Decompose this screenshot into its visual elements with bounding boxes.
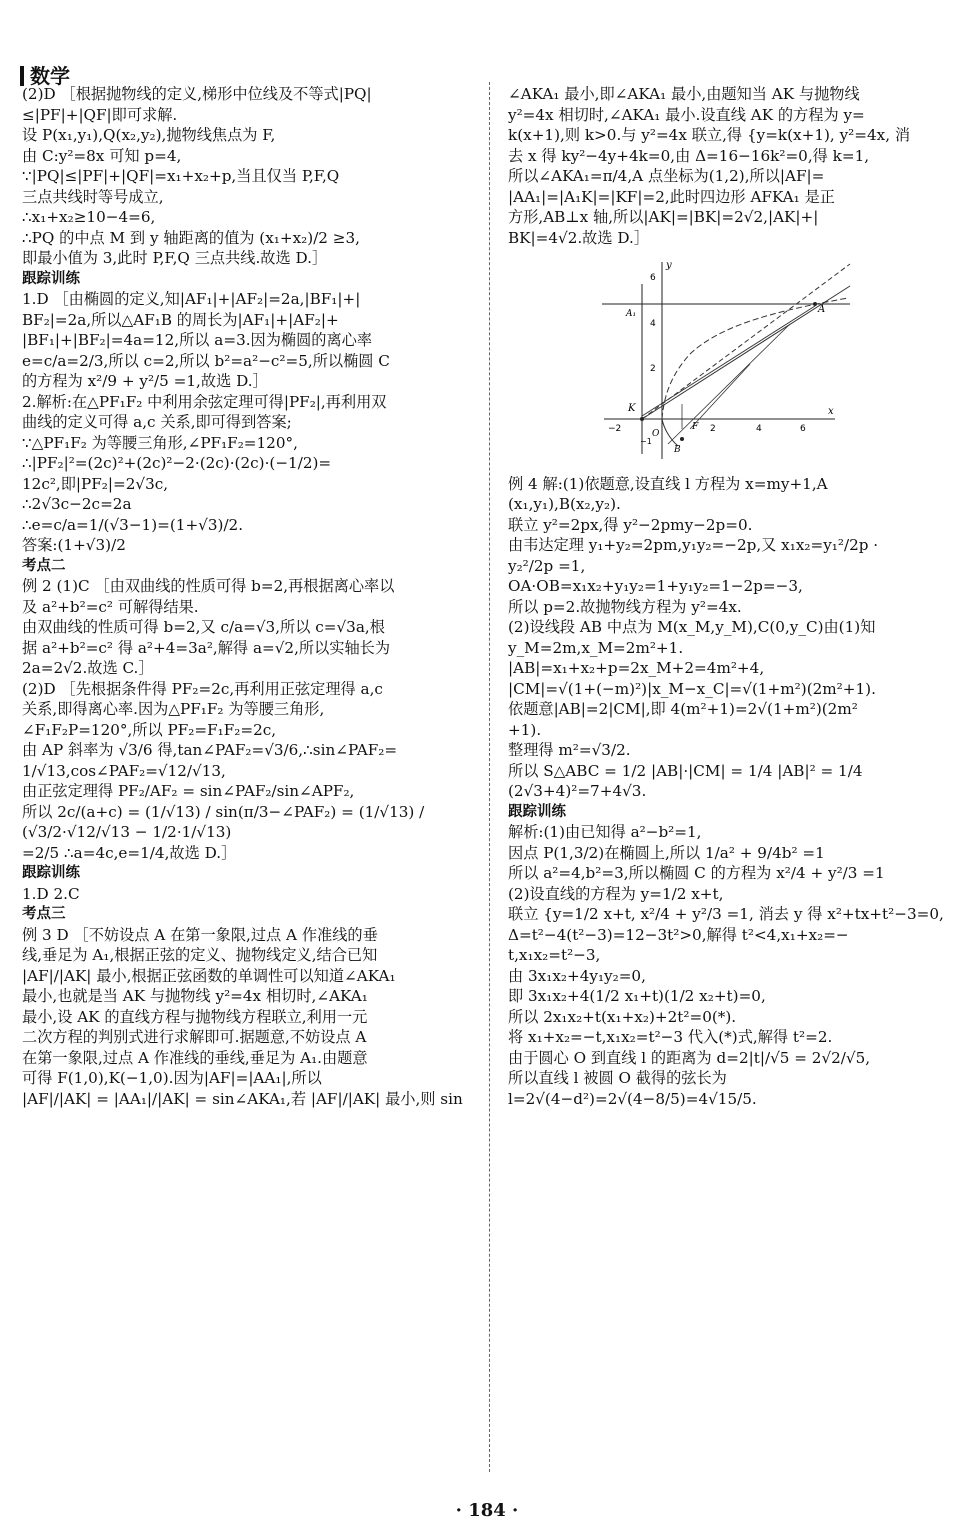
text-line: 曲线的定义可得 a,c 关系,即可得到答案; (22, 413, 292, 431)
text-line: +1). (508, 720, 542, 739)
text-line: 2a=2√2.故选 C.］ (22, 659, 154, 677)
text-line: k(x+1),则 k>0.与 y²=4x 联立,得 {y=k(x+1), y²=4x, 消 (508, 126, 911, 144)
text-line: =2/5 ∴a=4c,e=1/4,故选 D.］ (22, 843, 237, 862)
y-tick-4: 4 (650, 319, 656, 329)
text-line: BK|=4√2.故选 D.］ (508, 228, 650, 247)
text-line: |AB|=x₁+x₂+p=2x_M+2=4m²+4, (508, 659, 765, 677)
line-AB (668, 324, 790, 444)
label-F: F (692, 422, 699, 432)
text-line: (2)D ［先根据条件得 PF₂=2c,再利用正弦定理得 a,c (22, 679, 383, 698)
text-line: l=2√(4−d²)=2√(4−8/5)=4√15/5. (508, 1089, 757, 1108)
text-line: ≤|PF|+|QF|即可求解. (22, 105, 178, 124)
text-line: OA·OB=x₁x₂+y₁y₂=1+y₁y₂=1−2p=−3, (508, 577, 803, 595)
text-line: 去 x 得 ky²−4y+4k=0,由 Δ=16−16k²=0,得 k=1, (508, 146, 870, 165)
text-line: |AF|/|AK| 最小,根据正弦函数的单调性可以知道∠AKA₁ (22, 966, 396, 985)
text-line: 最小,也就是当 AK 与抛物线 y²=4x 相切时,∠AKA₁ (22, 987, 368, 1005)
text-line: 1.D 2.C (22, 884, 80, 903)
parabola-graph (600, 254, 860, 464)
text-line: 所以 2x₁x₂+t(x₁+x₂)+2t²=0(*). (508, 1007, 737, 1026)
text-line: 方形,AB⊥x 轴,所以|AK|=|BK|=2√2,|AK|+| (508, 208, 819, 226)
text-line: 所以直线 l 被圆 O 截得的弦长为 (508, 1069, 727, 1087)
section-heading: 跟踪训练 (22, 270, 80, 287)
text-line: 依题意|AB|=2|CM|,即 4(m²+1)=2√(1+m²)(2m² (508, 700, 858, 718)
text-line: 整理得 m²=√3/2. (508, 741, 631, 759)
text-line: y²=4x 相切时,∠AKA₁ 最小.设直线 AK 的方程为 y= (508, 105, 865, 124)
section-heading: 考点三 (22, 906, 66, 922)
x-tick-neg2: −2 (608, 424, 622, 434)
right-column-top (508, 84, 954, 248)
text-line: (2)设线段 AB 中点为 M(x_M,y_M),C(0,y_C)由(1)知 (508, 618, 876, 636)
text-line: 三点共线时等号成立, (22, 187, 164, 206)
text-line: Δ=t²−4(t²−3)=12−3t²>0,解得 t²<4,x₁+x₂=− (508, 925, 849, 944)
text-line: |CM|=√(1+(−m)²)|x_M−x_C|=√(1+m²)(2m²+1). (508, 679, 876, 698)
label-O: O (652, 429, 660, 439)
text-line: 所以 p=2.故抛物线方程为 y²=4x. (508, 597, 742, 616)
text-line: 由韦达定理 y₁+y₂=2pm,y₁y₂=−2p,又 x₁x₂=y₁²/2p · (508, 536, 879, 554)
text-line: 关系,即得离心率.因为△PF₁F₂ 为等腰三角形, (22, 700, 325, 718)
text-line: 由双曲线的性质可得 b=2,又 c/a=√3,所以 c=√3a,根 (22, 618, 385, 636)
text-line: ∴e=c/a=1/(√3−1)=(1+√3)/2. (22, 515, 244, 534)
text-line: y₂²/2p =1, (508, 556, 586, 575)
text-line: (2√3+4)²=7+4√3. (508, 782, 647, 800)
text-line: e=c/a=2/3,所以 c=2,所以 b²=a²−c²=5,所以椭圆 C (22, 351, 390, 370)
text-line: 即最小值为 3,此时 P,F,Q 三点共线.故选 D.］ (22, 249, 328, 267)
right-column-bottom (508, 474, 954, 1110)
label-K: K (628, 403, 636, 414)
text-line: ∴|PF₂|²=(2c)²+(2c)²−2·(2c)·(2c)·(−1/2)= (22, 454, 332, 472)
text-line: BF₂|=2a,所以△AF₁B 的周长为|AF₁|+|AF₂|+ (22, 310, 339, 329)
label-A: A (818, 304, 826, 315)
text-line: 1.D ［由椭圆的定义,知|AF₁|+|AF₂|=2a,|BF₁|+| (22, 290, 361, 308)
text-line: 最小,设 AK 的直线方程与抛物线方程联立,利用一元 (22, 1007, 368, 1026)
text-line: 将 x₁+x₂=−t,x₁x₂=t²−3 代入(*)式,解得 t²=2. (508, 1028, 833, 1046)
text-line: (2)设直线的方程为 y=1/2 x+t, (508, 884, 724, 903)
text-line: 1/√13,cos∠PAF₂=√12/√13, (22, 761, 226, 780)
text-line: ∵△PF₁F₂ 为等腰三角形,∠PF₁F₂=120°, (22, 433, 298, 452)
text-line: 联立 {y=1/2 x+t, x²/4 + y²/3 =1, 消去 y 得 x²+tx+t²−3=0, (508, 905, 944, 923)
text-line: 因点 P(1,3/2)在椭圆上,所以 1/a² + 9/4b² =1 (508, 843, 825, 862)
subject-title: 数学 (30, 64, 70, 88)
text-line: ∠F₁F₂P=120°,所以 PF₂=F₁F₂=2c, (22, 720, 277, 739)
label-y: y (666, 260, 672, 271)
text-line: |AF|/|AK| = |AA₁|/|AK| = sin∠AKA₁,若 |AF|/|AK| 最小,则 sin (22, 1089, 463, 1108)
text-line: 在第一象限,过点 A 作准线的垂线,垂足为 A₁.由题意 (22, 1048, 368, 1067)
text-line: 所以 a²=4,b²=3,所以椭圆 C 的方程为 x²/4 + y²/3 =1 (508, 864, 885, 882)
left-column (22, 84, 474, 1109)
point-K (640, 417, 644, 421)
text-line: 即 3x₁x₂+4(1/2 x₁+t)(1/2 x₂+t)=0, (508, 987, 766, 1005)
text-line: 二次方程的判别式进行求解即可.据题意,不妨设点 A (22, 1028, 367, 1046)
text-line: 2.解析:在△PF₁F₂ 中利用余弦定理可得|PF₂|,再利用双 (22, 392, 387, 411)
header-bar (20, 66, 24, 86)
page-number: · 184 · (455, 1500, 519, 1521)
label-x: x (828, 406, 834, 417)
text-line: (2)D ［根据抛物线的定义,梯形中位线及不等式|PQ| (22, 85, 372, 103)
text-line: y_M=2m,x_M=2m²+1. (508, 638, 684, 657)
text-line: 由 C:y²=8x 可知 p=4, (22, 146, 182, 165)
text-line: ∴PQ 的中点 M 到 y 轴距离的值为 (x₁+x₂)/2 ≥3, (22, 228, 361, 247)
text-line: 答案:(1+√3)/2 (22, 536, 126, 554)
point-A (813, 302, 817, 306)
text-line: 所以 2c/(a+c) = (1/√13) / sin(π/3−∠PAF₂) = (1/√13) / (√3/2·√12/√13 − 1/2·1/√13) (22, 802, 430, 841)
text-line: 例 2 (1)C ［由双曲线的性质可得 b=2,再根据离心率以 (22, 577, 395, 595)
text-line: (x₁,y₁),B(x₂,y₂). (508, 495, 621, 513)
text-line: 由正弦定理得 PF₂/AF₂ = sin∠PAF₂/sin∠APF₂, (22, 782, 355, 800)
text-line: 及 a²+b²=c² 可解得结果. (22, 597, 199, 616)
text-line: 所以∠AKA₁=π/4,A 点坐标为(1,2),所以|AF|= (508, 167, 825, 185)
line-KA (642, 306, 815, 416)
label-A1: A₁ (626, 309, 637, 319)
text-line: 由 AP 斜率为 √3/6 得,tan∠PAF₂=√3/6,∴sin∠PAF₂= (22, 741, 398, 759)
label-neg1: −1 (640, 437, 652, 446)
text-line: 由 3x₁x₂+4y₁y₂=0, (508, 966, 646, 985)
text-line: 12c²,即|PF₂|=2√3c, (22, 474, 169, 493)
text-line: 所以 S△ABC = 1/2 |AB|·|CM| = 1/4 |AB|² = 1/4 (508, 761, 863, 780)
right-column (508, 84, 954, 1109)
text-line: 联立 y²=2px,得 y²−2pmy−2p=0. (508, 515, 753, 534)
section-heading: 跟踪训练 (508, 803, 566, 820)
x-tick-2: 2 (710, 424, 716, 434)
point-B (680, 437, 684, 441)
text-line: 据 a²+b²=c² 得 a²+4=3a²,解得 a=√2,所以实轴长为 (22, 638, 391, 657)
x-tick-4: 4 (756, 424, 762, 434)
text-line: 解析:(1)由已知得 a²−b²=1, (508, 823, 702, 841)
text-line: |BF₁|+|BF₂|=4a=12,所以 a=3.因为椭圆的离心率 (22, 331, 373, 349)
label-B: B (674, 445, 681, 455)
y-tick-2: 2 (650, 364, 656, 374)
text-line: 例 3 D ［不妨设点 A 在第一象限,过点 A 作准线的垂 (22, 925, 378, 944)
section-heading: 跟踪训练 (22, 865, 80, 881)
text-line: ∠AKA₁ 最小,即∠AKA₁ 最小,由题知当 AK 与抛物线 (508, 85, 860, 103)
column-divider (489, 82, 490, 1472)
x-tick-6: 6 (800, 424, 806, 434)
text-line: ∵|PQ|≤|PF|+|QF|=x₁+x₂+p,当且仅当 P,F,Q (22, 167, 340, 185)
text-line: 线,垂足为 A₁,根据正弦的定义、抛物线定义,结合已知 (22, 946, 378, 964)
text-line: 例 4 解:(1)依题意,设直线 l 方程为 x=my+1,A (508, 474, 828, 493)
text-line: 的方程为 x²/9 + y²/5 =1,故选 D.］ (22, 372, 268, 390)
text-line: 设 P(x₁,y₁),Q(x₂,y₂),抛物线焦点为 F, (22, 126, 276, 144)
text-line: |AA₁|=|A₁K|=|KF|=2,此时四边形 AFKA₁ 是正 (508, 187, 835, 206)
text-line: ∴x₁+x₂≥10−4=6, (22, 208, 156, 226)
text-line: 由于圆心 O 到直线 l 的距离为 d=2|t|/√5 = 2√2/√5, (508, 1048, 871, 1067)
text-line: 可得 F(1,0),K(−1,0).因为|AF|=|AA₁|,所以 (22, 1069, 322, 1087)
section-heading: 考点二 (22, 557, 66, 574)
text-line: t,x₁x₂=t²−3, (508, 946, 601, 964)
text-line: ∴2√3c−2c=2a (22, 495, 132, 513)
y-tick-6: 6 (650, 273, 656, 283)
